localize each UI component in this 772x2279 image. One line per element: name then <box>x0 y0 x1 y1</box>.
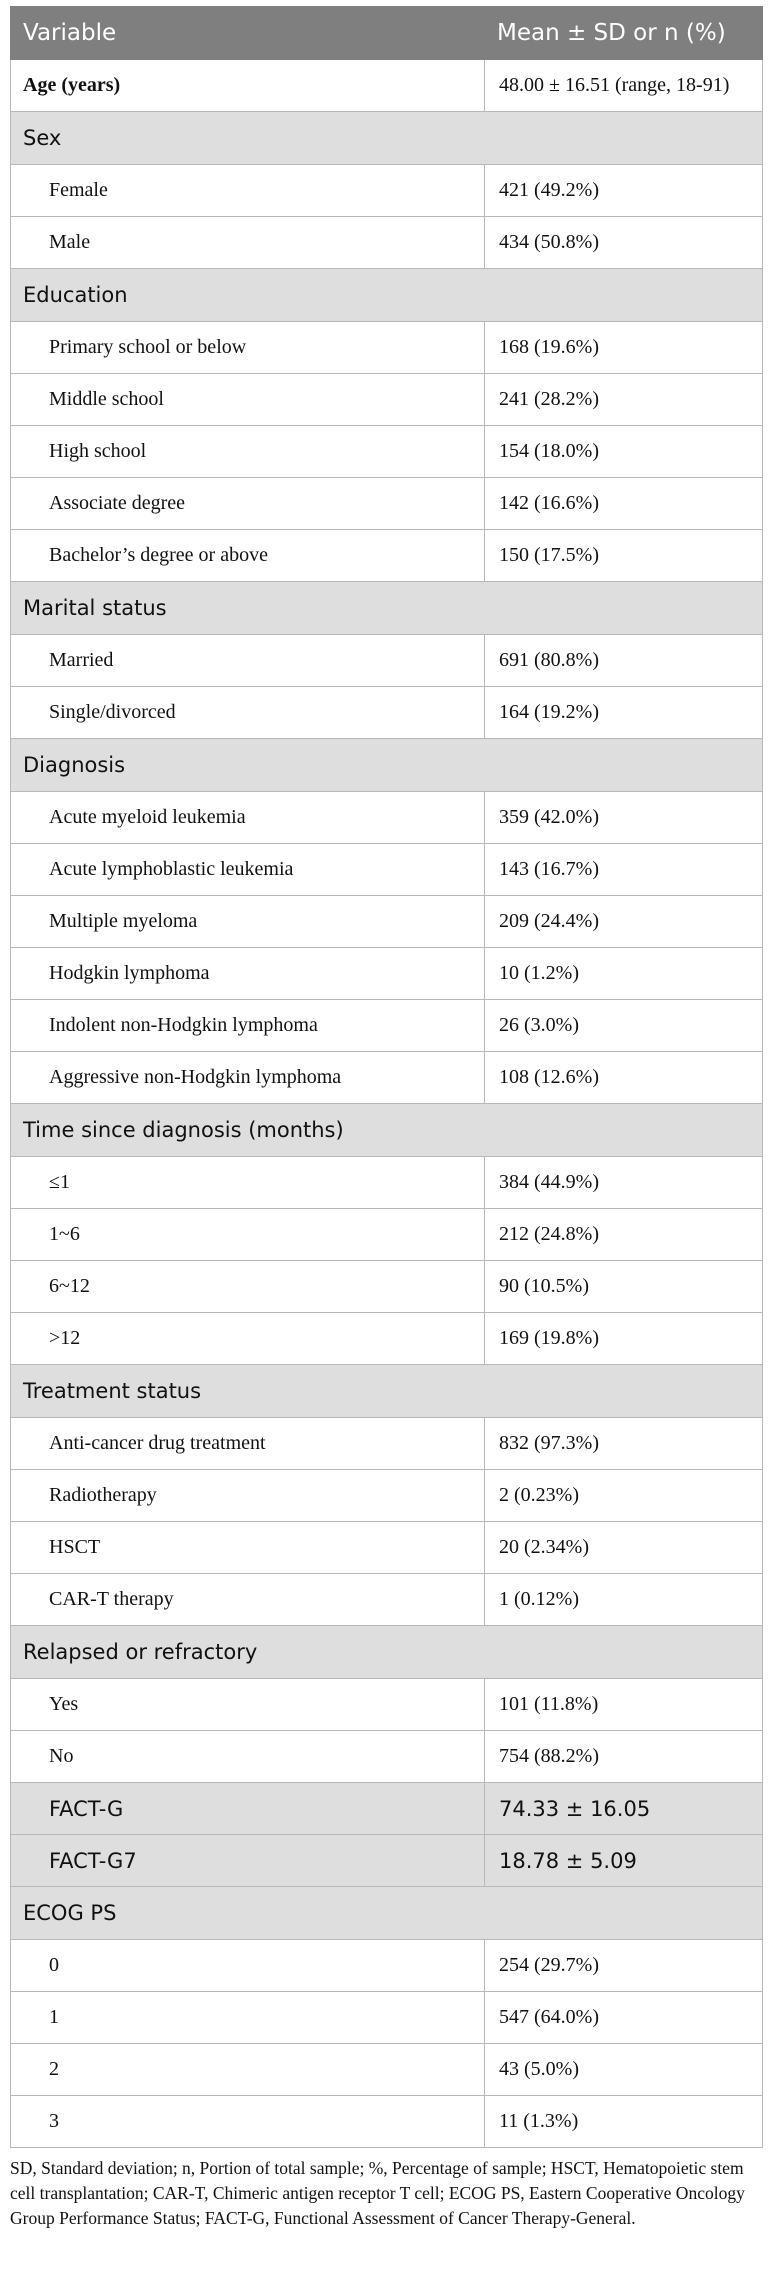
table-row <box>11 1000 763 1052</box>
table-row <box>11 60 763 112</box>
row-value: 832 (97.3%) <box>485 1418 763 1470</box>
row-value: 108 (12.6%) <box>485 1052 763 1104</box>
header-variable: Variable <box>11 7 485 60</box>
category-row <box>11 269 763 322</box>
row-label: 0 <box>11 1940 485 1992</box>
row-value: 241 (28.2%) <box>485 374 763 426</box>
row-value: 26 (3.0%) <box>485 1000 763 1052</box>
row-label: FACT-G <box>11 1783 485 1835</box>
table-row <box>11 374 763 426</box>
table-container <box>10 6 762 2231</box>
header-value: Mean ± SD or n (%) <box>485 7 763 60</box>
table-row <box>11 478 763 530</box>
row-label: Acute lymphoblastic leukemia <box>11 844 485 896</box>
row-label: Indolent non-Hodgkin lymphoma <box>11 1000 485 1052</box>
row-label: Female <box>11 165 485 217</box>
row-value: 754 (88.2%) <box>485 1731 763 1783</box>
category-row <box>11 739 763 792</box>
table-row <box>11 844 763 896</box>
table-row <box>11 687 763 739</box>
row-label: High school <box>11 426 485 478</box>
characteristics-table <box>10 6 763 2148</box>
row-value: 101 (11.8%) <box>485 1679 763 1731</box>
row-value: 154 (18.0%) <box>485 426 763 478</box>
row-value: 18.78 ± 5.09 <box>485 1835 763 1887</box>
category-row <box>11 112 763 165</box>
category-label: Time since diagnosis (months) <box>11 1104 763 1157</box>
row-label: CAR-T therapy <box>11 1574 485 1626</box>
row-value: 691 (80.8%) <box>485 635 763 687</box>
table-row <box>11 1574 763 1626</box>
row-label: Single/divorced <box>11 687 485 739</box>
score-row <box>11 1835 763 1887</box>
row-value: 2 (0.23%) <box>485 1470 763 1522</box>
row-value: 434 (50.8%) <box>485 217 763 269</box>
row-value: 142 (16.6%) <box>485 478 763 530</box>
table-header-row <box>11 7 763 60</box>
row-label: Hodgkin lymphoma <box>11 948 485 1000</box>
row-label: Radiotherapy <box>11 1470 485 1522</box>
table-row <box>11 165 763 217</box>
row-label: No <box>11 1731 485 1783</box>
row-label: Acute myeloid leukemia <box>11 792 485 844</box>
category-label: Treatment status <box>11 1365 763 1418</box>
table-row <box>11 426 763 478</box>
table-row <box>11 1470 763 1522</box>
row-value: 359 (42.0%) <box>485 792 763 844</box>
row-value: 212 (24.8%) <box>485 1209 763 1261</box>
table-body <box>11 60 763 2148</box>
row-label: Male <box>11 217 485 269</box>
category-row <box>11 1626 763 1679</box>
row-label: Married <box>11 635 485 687</box>
row-label: Middle school <box>11 374 485 426</box>
category-label: Marital status <box>11 582 763 635</box>
category-label: Sex <box>11 112 763 165</box>
row-value: 48.00 ± 16.51 (range, 18-91) <box>485 60 763 112</box>
row-label: Yes <box>11 1679 485 1731</box>
row-value: 1 (0.12%) <box>485 1574 763 1626</box>
table-row <box>11 1940 763 1992</box>
category-row <box>11 1365 763 1418</box>
row-label: Associate degree <box>11 478 485 530</box>
category-row <box>11 582 763 635</box>
row-label: Aggressive non-Hodgkin lymphoma <box>11 1052 485 1104</box>
table-row <box>11 1522 763 1574</box>
table-row <box>11 1992 763 2044</box>
table-row <box>11 2096 763 2148</box>
row-value: 168 (19.6%) <box>485 322 763 374</box>
row-value: 20 (2.34%) <box>485 1522 763 1574</box>
category-label: Diagnosis <box>11 739 763 792</box>
table-row <box>11 322 763 374</box>
row-label: Age (years) <box>11 60 485 112</box>
table-footnote: SD, Standard deviation; n, Portion of total sample; %, Percentage of sample; HSCT, Hematopoietic stem cell transplantation; CAR-T, Chimeric antigen receptor T cell; ECOG PS, Eastern Cooperative Oncology Group Performance Status; FACT-G, Functional Assessment of Cancer Therapy-General. <box>10 2158 745 2228</box>
row-value: 90 (10.5%) <box>485 1261 763 1313</box>
table-row <box>11 217 763 269</box>
row-value: 11 (1.3%) <box>485 2096 763 2148</box>
row-value: 74.33 ± 16.05 <box>485 1783 763 1835</box>
row-label: FACT-G7 <box>11 1835 485 1887</box>
row-label: 3 <box>11 2096 485 2148</box>
row-value: 143 (16.7%) <box>485 844 763 896</box>
score-row <box>11 1783 763 1835</box>
category-label: Relapsed or refractory <box>11 1626 763 1679</box>
table-row <box>11 1261 763 1313</box>
row-label: 6~12 <box>11 1261 485 1313</box>
row-label: Primary school or below <box>11 322 485 374</box>
table-row <box>11 1679 763 1731</box>
category-row <box>11 1104 763 1157</box>
table-row <box>11 1157 763 1209</box>
category-row <box>11 1887 763 1940</box>
table-row <box>11 1418 763 1470</box>
table-row <box>11 635 763 687</box>
row-value: 150 (17.5%) <box>485 530 763 582</box>
row-value: 547 (64.0%) <box>485 1992 763 2044</box>
row-label: Multiple myeloma <box>11 896 485 948</box>
table-row <box>11 896 763 948</box>
table-row <box>11 530 763 582</box>
row-label: >12 <box>11 1313 485 1365</box>
table-row <box>11 1313 763 1365</box>
row-value: 169 (19.8%) <box>485 1313 763 1365</box>
row-label: 2 <box>11 2044 485 2096</box>
row-label: Bachelor’s degree or above <box>11 530 485 582</box>
row-label: 1~6 <box>11 1209 485 1261</box>
row-value: 10 (1.2%) <box>485 948 763 1000</box>
table-row <box>11 948 763 1000</box>
table-row <box>11 792 763 844</box>
row-value: 254 (29.7%) <box>485 1940 763 1992</box>
row-label: Anti-cancer drug treatment <box>11 1418 485 1470</box>
row-label: 1 <box>11 1992 485 2044</box>
table-row <box>11 2044 763 2096</box>
row-value: 43 (5.0%) <box>485 2044 763 2096</box>
category-label: ECOG PS <box>11 1887 763 1940</box>
row-value: 421 (49.2%) <box>485 165 763 217</box>
row-value: 164 (19.2%) <box>485 687 763 739</box>
category-label: Education <box>11 269 763 322</box>
row-label: HSCT <box>11 1522 485 1574</box>
table-row <box>11 1731 763 1783</box>
row-label: ≤1 <box>11 1157 485 1209</box>
row-value: 209 (24.4%) <box>485 896 763 948</box>
table-row <box>11 1209 763 1261</box>
table-row <box>11 1052 763 1104</box>
row-value: 384 (44.9%) <box>485 1157 763 1209</box>
